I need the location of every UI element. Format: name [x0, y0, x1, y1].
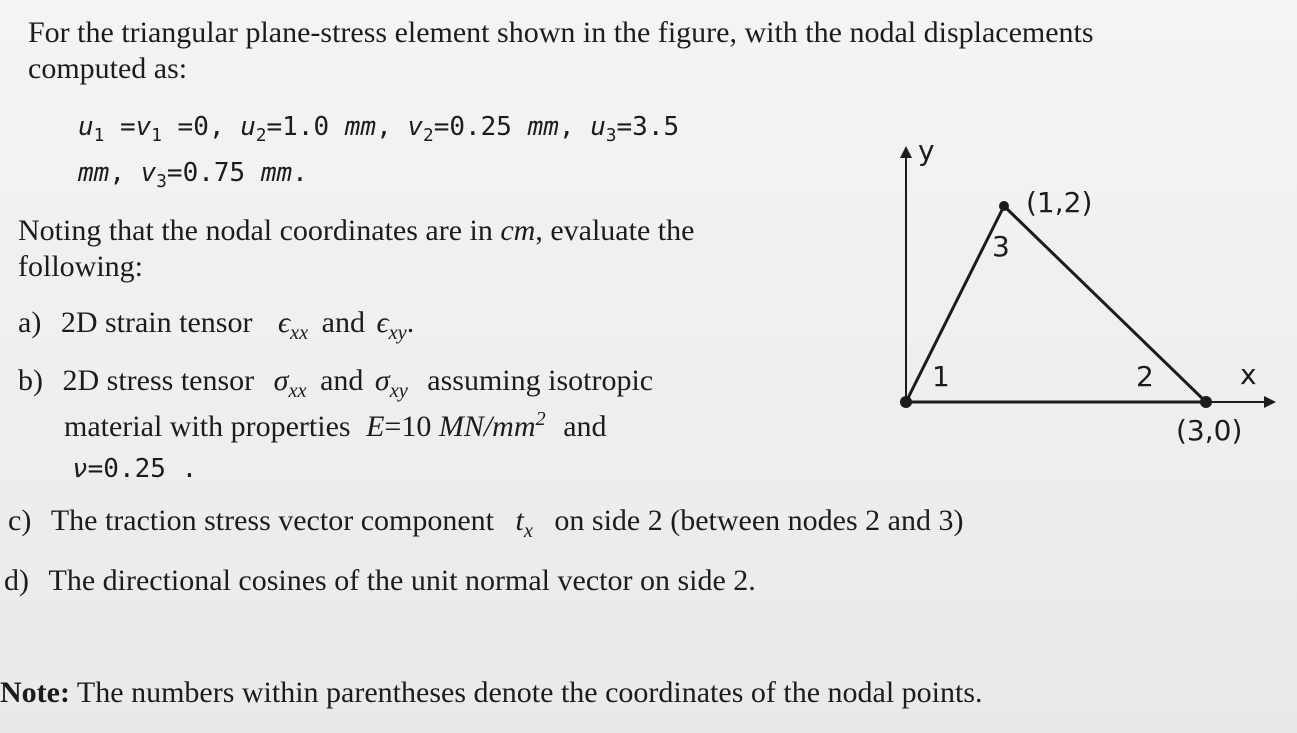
epsilon-xx-sub: xx: [290, 321, 309, 344]
edge-3-1: [906, 206, 1004, 402]
comma-1: ,: [376, 112, 408, 142]
item-b-line-3: [72, 452, 197, 486]
noting-line-1: [18, 214, 694, 248]
u3-symbol: u: [590, 112, 606, 142]
item-c-label: c): [8, 504, 32, 537]
v1-sub: 1: [151, 125, 162, 146]
u1-symbol: u: [78, 112, 94, 142]
item-b-text: 2D stress tensor: [62, 364, 255, 397]
item-d: [4, 564, 756, 598]
modulus-value: =10: [384, 410, 432, 443]
item-a-end: .: [406, 306, 415, 339]
traction-t-sub: x: [523, 519, 533, 542]
item-d-text: The directional cosines of the unit normal vector on side 2.: [48, 564, 756, 597]
modulus-e: E: [366, 410, 385, 443]
v1-symbol: v: [135, 112, 152, 142]
triangle-figure: [880, 130, 1290, 450]
y-axis-label: y: [918, 134, 935, 167]
edge-2-3: [1004, 206, 1206, 402]
u3-value: =3.5: [616, 112, 680, 142]
item-a-label: a): [18, 306, 42, 339]
intro-line-2: computed as:: [28, 52, 188, 85]
v3-symbol: v: [140, 158, 157, 188]
triangle-diagram: [880, 130, 1290, 450]
mm-unit-4: mm: [260, 158, 293, 188]
v2-value: =0.25: [433, 112, 528, 142]
epsilon-xy: ϵ: [376, 306, 389, 339]
item-c: [8, 504, 963, 541]
traction-t: t: [515, 504, 524, 537]
epsilon-xx: ϵ: [277, 306, 291, 339]
u2-value: =1.0: [266, 112, 345, 142]
noting-pre: Noting that the nodal coordinates are in: [18, 214, 501, 247]
node-3-label: 3: [992, 230, 1010, 263]
u2-sub: 2: [255, 125, 267, 146]
epsilon-xy-sub: xy: [388, 321, 407, 344]
node-1-dot: [900, 396, 912, 408]
mm-unit-1: mm: [344, 112, 377, 142]
item-b-and: and: [320, 364, 364, 397]
item-b-line-2: [64, 407, 607, 447]
note: [0, 676, 983, 710]
displacements-line-2: [78, 156, 308, 193]
u2-symbol: u: [240, 112, 256, 142]
u3-sub: 3: [605, 125, 617, 146]
v3-sub: 3: [156, 171, 167, 192]
node-2-coordinates: (3,0): [1176, 414, 1243, 447]
noting-post: , evaluate the: [535, 214, 695, 247]
node-2-dot: [1200, 396, 1212, 408]
mm-unit-3: mm: [78, 158, 110, 188]
poisson-nu: ν: [72, 454, 88, 484]
eq1b: =0,: [161, 112, 241, 142]
x-axis-label: x: [1240, 358, 1257, 391]
item-a-and: and: [321, 306, 365, 339]
node-1-label: 1: [932, 360, 950, 393]
node-2-label: 2: [1136, 360, 1154, 393]
poisson-value: =0.25 .: [87, 454, 198, 484]
displacements-line-1: [78, 110, 679, 147]
v2-symbol: v: [407, 112, 424, 142]
node-3-coordinates: (1,2): [1026, 186, 1093, 219]
period: .: [292, 158, 308, 188]
sigma-xx: σ: [273, 364, 289, 397]
noting-line-2: following:: [18, 250, 143, 283]
item-b-label: b): [18, 364, 43, 397]
v2-sub: 2: [423, 125, 434, 146]
item-b-assuming: assuming isotropic: [427, 364, 654, 397]
intro-line-1: For the triangular plane-stress element shown in the figure, with the nodal displacements: [28, 16, 1094, 49]
noting-cm: cm: [500, 214, 536, 247]
sigma-xy-sub: xy: [389, 379, 408, 402]
eq1: =: [104, 112, 136, 142]
sigma-xy: σ: [374, 364, 390, 397]
comma-2: ,: [558, 112, 591, 142]
note-label: Note:: [0, 676, 70, 709]
item-b-line-1: [18, 364, 653, 401]
item-a-text: 2D strain tensor: [60, 306, 253, 339]
item-c-post: on side 2 (between nodes 2 and 3): [554, 504, 964, 537]
node-3-dot: [999, 201, 1009, 211]
v3-value: =0.75: [166, 158, 261, 188]
note-text: The numbers within parentheses denote the coordinates of the nodal points.: [69, 676, 983, 709]
item-d-label: d): [4, 564, 29, 597]
u1-sub: 1: [93, 125, 105, 146]
modulus-units: MN/mm: [438, 410, 536, 443]
sigma-xx-sub: xx: [288, 379, 307, 402]
comma-3: ,: [109, 158, 141, 188]
modulus-units-sup: 2: [535, 407, 546, 430]
item-b-material: material with properties: [64, 410, 351, 443]
item-c-pre: The traction stress vector component: [50, 504, 495, 537]
item-b-and-2: and: [563, 410, 607, 443]
item-a: [18, 306, 414, 343]
mm-unit-2: mm: [527, 112, 559, 142]
